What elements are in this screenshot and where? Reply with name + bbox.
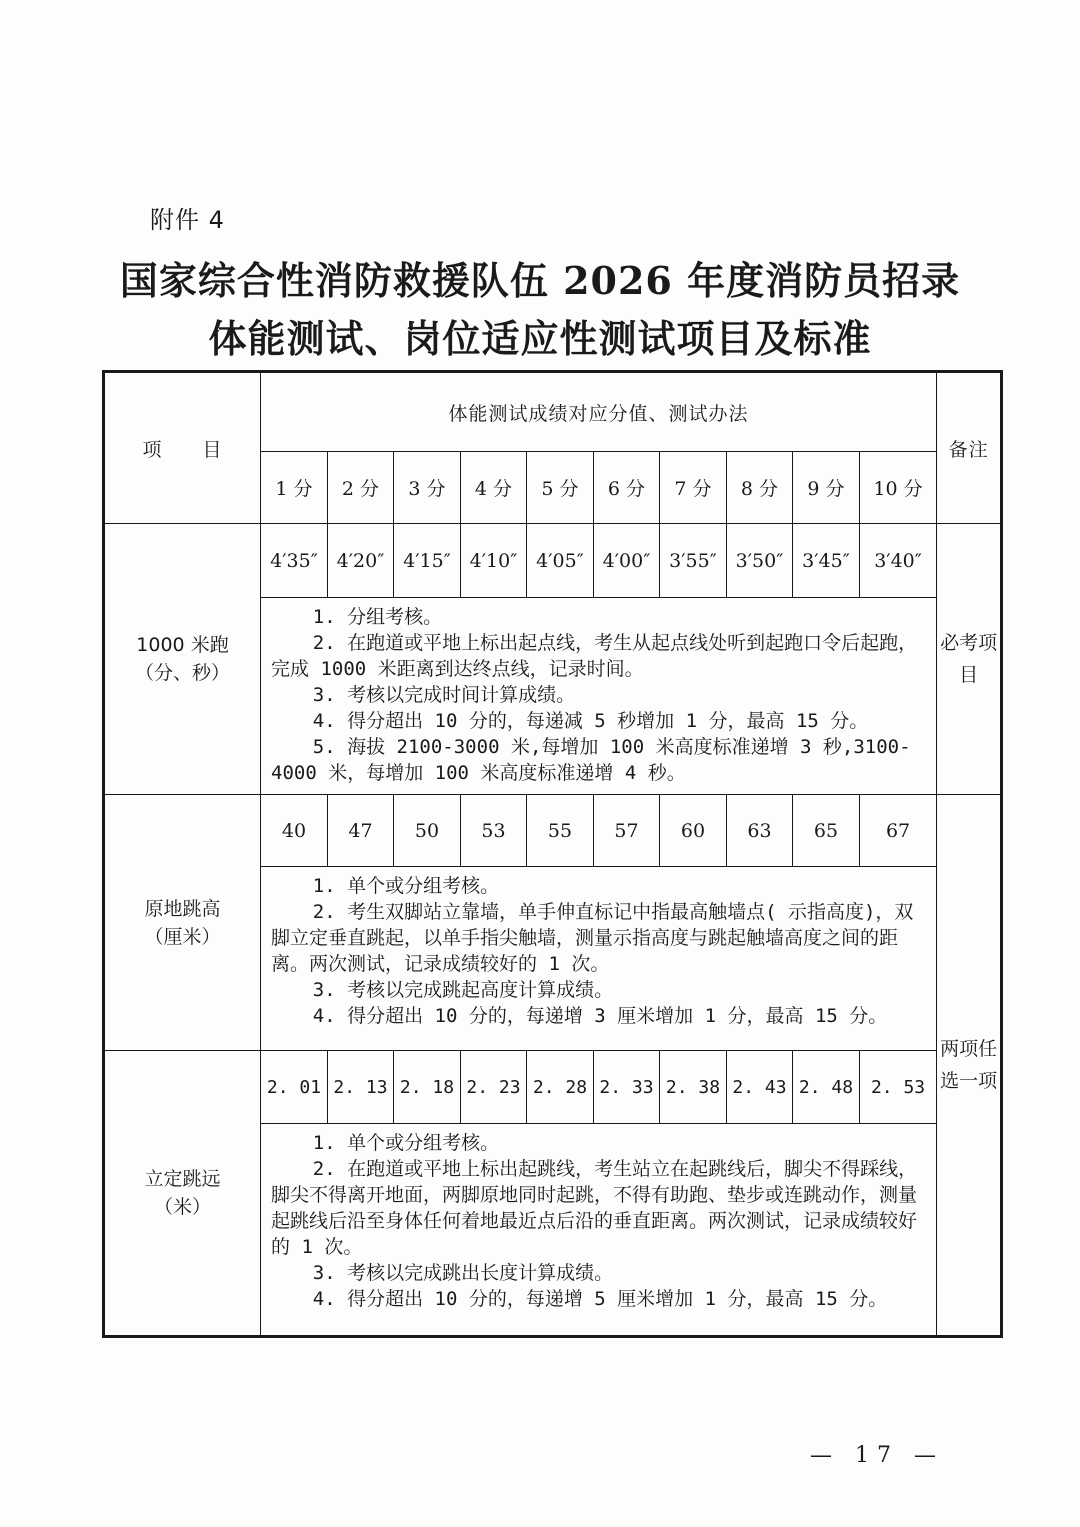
score-value: 2. 28	[527, 1051, 594, 1124]
point-header: 2 分	[328, 452, 394, 524]
item-name: 原地跳高	[144, 897, 221, 920]
method-line: 5. 海拔 2100-3000 米,每增加 100 米高度标准递增 3 秒,3100-4000 米，每增加 100 米高度标准递增 4 秒。	[271, 736, 911, 784]
score-value: 2. 33	[594, 1051, 660, 1124]
method-line: 1. 分组考核。	[312, 606, 443, 628]
score-value: 2. 18	[394, 1051, 461, 1124]
note-choose-one: 两项任选一项	[937, 795, 1002, 1337]
method-line: 2. 在跑道或平地上标出起跳线，考生站立在起跳线后，脚尖不得踩线，脚尖不得离开地面，两脚原地同时起跳，不得有助跑、垫步或连跳动作，测量起跳线后沿至身体任何着地最近点后沿的垂直距离。两次测试，记录成绩较好的 1 次。	[271, 1158, 918, 1258]
score-value: 4′00″	[594, 524, 660, 598]
point-header: 7 分	[660, 452, 727, 524]
point-header: 10 分	[860, 452, 937, 524]
item-unit: （分、秒）	[134, 662, 230, 684]
score-value: 3′55″	[660, 524, 727, 598]
note-required: 必考项目	[937, 524, 1002, 795]
point-header: 9 分	[793, 452, 860, 524]
score-value: 4′10″	[461, 524, 527, 598]
score-value: 55	[527, 795, 594, 867]
score-value: 2. 38	[660, 1051, 727, 1124]
method-line: 2. 考生双脚站立靠墙，单手伸直标记中指最高触墙点( 示指高度)，双脚立定垂直跳起，以单手指尖触墙，测量示指高度与跳起触墙高度之间的距离。两次测试，记录成绩较好的 1 次。	[271, 901, 914, 975]
score-value: 2. 43	[727, 1051, 793, 1124]
test-method-long-jump	[261, 1124, 937, 1337]
method-line: 3. 考核以完成时间计算成绩。	[312, 684, 576, 706]
page-number: — 17 —	[810, 1443, 944, 1468]
item-unit: （米）	[153, 1196, 211, 1218]
score-value: 2. 53	[860, 1051, 937, 1124]
method-line: 3. 考核以完成跳出长度计算成绩。	[312, 1262, 614, 1284]
document-title-line-1: 国家综合性消防救援队伍 2026 年度消防员招录	[119, 258, 961, 303]
score-value: 4′05″	[527, 524, 594, 598]
method-line: 4. 得分超出 10 分的，每递减 5 秒增加 1 分，最高 15 分。	[312, 710, 869, 732]
score-value: 50	[394, 795, 461, 867]
method-line: 4. 得分超出 10 分的，每递增 5 厘米增加 1 分，最高 15 分。	[312, 1288, 888, 1310]
item-cell-1000m	[104, 524, 261, 795]
score-value: 47	[328, 795, 394, 867]
method-line: 1. 单个或分组考核。	[312, 875, 500, 897]
score-value: 3′45″	[793, 524, 860, 598]
attachment-label: 附件 4	[150, 206, 225, 234]
score-value: 3′40″	[860, 524, 937, 598]
score-value: 3′50″	[727, 524, 793, 598]
item-unit: （厘米）	[144, 925, 221, 948]
point-header: 8 分	[727, 452, 793, 524]
test-method-1000m	[261, 598, 937, 795]
point-header: 4 分	[461, 452, 527, 524]
note-column-header: 备注	[937, 372, 1002, 524]
method-line: 3. 考核以完成跳起高度计算成绩。	[312, 979, 614, 1001]
item-cell-high-jump	[104, 795, 261, 1051]
method-line: 4. 得分超出 10 分的，每递增 3 厘米增加 1 分，最高 15 分。	[312, 1005, 888, 1027]
score-value: 65	[793, 795, 860, 867]
score-value: 63	[727, 795, 793, 867]
score-value: 2. 48	[793, 1051, 860, 1124]
score-value: 2. 23	[461, 1051, 527, 1124]
score-value: 2. 13	[328, 1051, 394, 1124]
standards-table	[102, 370, 1003, 1338]
score-value: 57	[594, 795, 660, 867]
point-header: 6 分	[594, 452, 660, 524]
item-name: 立定跳远	[144, 1168, 221, 1190]
score-value: 4′20″	[328, 524, 394, 598]
score-value: 67	[860, 795, 937, 867]
document-title-line-2: 体能测试、岗位适应性测试项目及标准	[208, 316, 872, 361]
score-value: 60	[660, 795, 727, 867]
method-line: 1. 单个或分组考核。	[312, 1132, 500, 1154]
score-value: 4′15″	[394, 524, 461, 598]
score-value: 2. 01	[261, 1051, 328, 1124]
item-column-header: 项 目	[104, 372, 261, 524]
item-name: 1000 米跑	[136, 634, 229, 656]
item-cell-long-jump	[104, 1051, 261, 1337]
point-header: 5 分	[527, 452, 594, 524]
test-method-high-jump	[261, 867, 937, 1051]
point-header: 3 分	[394, 452, 461, 524]
score-column-header: 体能测试成绩对应分值、测试办法	[261, 372, 937, 452]
score-value: 53	[461, 795, 527, 867]
score-value: 4′35″	[261, 524, 328, 598]
method-line: 2. 在跑道或平地上标出起点线，考生从起点线处听到起跑口令后起跑，完成 1000 米距离到达终点线，记录时间。	[271, 632, 918, 680]
score-value: 40	[261, 795, 328, 867]
point-header: 1 分	[261, 452, 328, 524]
